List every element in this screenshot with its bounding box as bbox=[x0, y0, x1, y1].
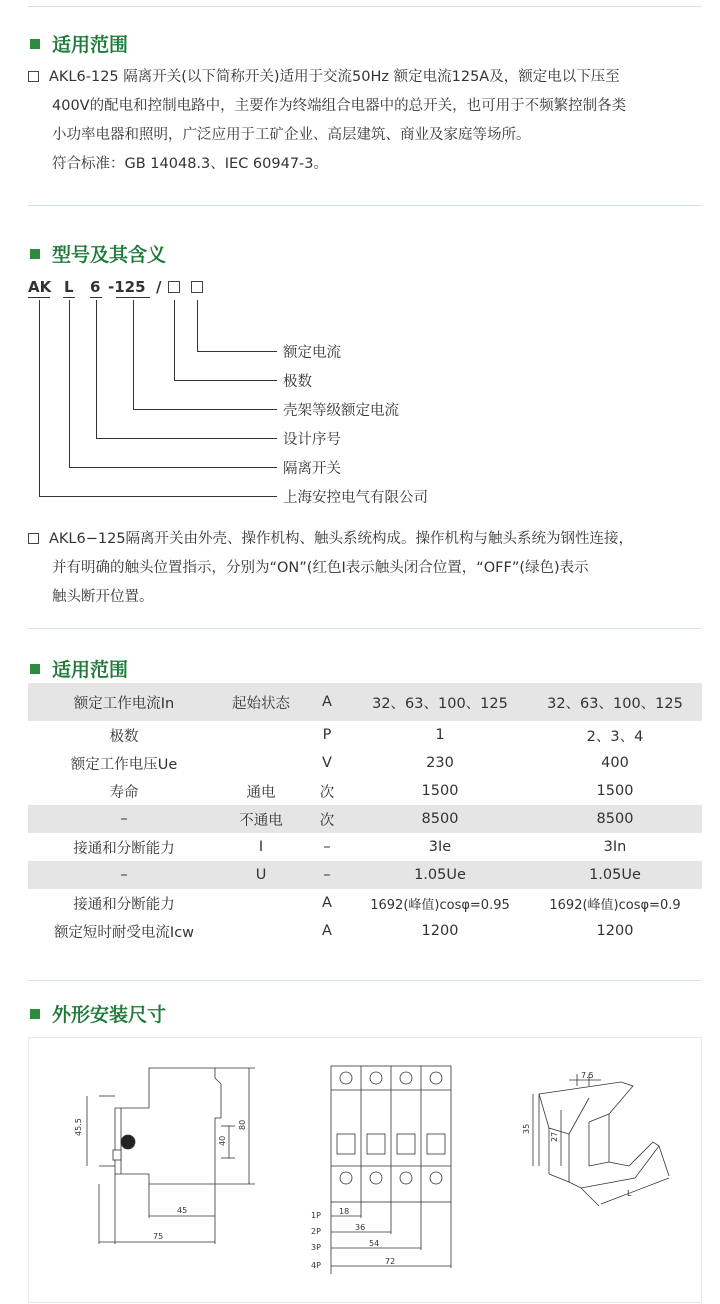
table-cell: 1 bbox=[435, 727, 445, 743]
square-bullet-icon bbox=[30, 39, 40, 49]
spec-table bbox=[28, 683, 702, 945]
side-dim-45: 45 bbox=[177, 1206, 188, 1215]
model-label-rated-current: 额定电流 bbox=[283, 345, 341, 361]
table-cell: – bbox=[28, 805, 220, 833]
table-cell: 次 bbox=[302, 805, 352, 833]
front-width-dim: 18 bbox=[339, 1207, 350, 1216]
dimension-svg bbox=[29, 1038, 701, 1302]
table-cell: P bbox=[322, 727, 332, 743]
front-width-dim: 36 bbox=[355, 1223, 366, 1232]
scope-line: AKL6-125 隔离开关(以下简称开关)适用于交流50Hz 额定电流125A及，额定电以下压至 bbox=[28, 63, 708, 92]
scope-line: 小功率电器和照明，广泛应用于工矿企业、高层建筑、商业及家庭等场所。 bbox=[52, 127, 531, 143]
leader-line bbox=[197, 351, 277, 352]
square-bullet-icon bbox=[30, 1009, 40, 1019]
leader-line bbox=[39, 300, 40, 496]
section-title-spec: 适用范围 bbox=[30, 655, 128, 682]
model-label-frame-current: 壳架等级额定电流 bbox=[283, 403, 399, 419]
side-view-drawing bbox=[87, 1068, 255, 1244]
table-cell: 1500 bbox=[596, 783, 634, 799]
placeholder-box-icon bbox=[191, 281, 203, 293]
model-code-l: L bbox=[64, 278, 74, 296]
side-dim-45-5: 45.5 bbox=[74, 1118, 83, 1136]
table-cell: A bbox=[322, 923, 332, 939]
leader-line bbox=[174, 380, 277, 381]
table-cell: – bbox=[302, 861, 352, 889]
underline bbox=[63, 297, 75, 298]
table-cell: 8500 bbox=[352, 805, 528, 833]
front-width-dim: 72 bbox=[385, 1257, 396, 1266]
table-cell bbox=[220, 749, 302, 777]
model-label-company: 上海安控电气有限公司 bbox=[283, 490, 428, 506]
square-bullet-icon bbox=[30, 249, 40, 259]
underline bbox=[116, 297, 150, 298]
table-cell: 230 bbox=[426, 755, 454, 771]
table-cell: 极数 bbox=[109, 728, 139, 745]
table-cell: 1200 bbox=[421, 923, 459, 939]
structure-line: 并有明确的触头位置指示，分别为“ON”(红色I表示触头闭合位置，“OFF”(绿色)表示 bbox=[52, 560, 589, 576]
table-cell: 额定工作电流In bbox=[28, 683, 220, 721]
table-row bbox=[28, 889, 702, 917]
table-cell: A bbox=[322, 895, 332, 911]
pole-label: 3P bbox=[311, 1243, 321, 1252]
leader-line bbox=[69, 467, 277, 468]
pole-label: 4P bbox=[311, 1261, 321, 1270]
table-cell: 起始状态 bbox=[220, 683, 302, 721]
table-cell: 接通和分断能力 bbox=[73, 896, 175, 913]
leader-line bbox=[197, 300, 198, 351]
table-cell: 1.05Ue bbox=[528, 861, 702, 889]
side-dim-80: 80 bbox=[238, 1119, 247, 1130]
leader-line bbox=[133, 409, 277, 410]
underline bbox=[90, 297, 102, 298]
scope-paragraph bbox=[28, 63, 708, 179]
table-cell bbox=[220, 889, 302, 917]
section-title-scope: 适用范围 bbox=[30, 30, 128, 57]
model-label-isolator: 隔离开关 bbox=[283, 461, 341, 477]
leader-line bbox=[174, 300, 175, 380]
leader-line bbox=[39, 496, 277, 497]
table-cell: 不通电 bbox=[220, 805, 302, 833]
table-row bbox=[28, 917, 702, 945]
structure-paragraph bbox=[28, 525, 708, 612]
square-bullet-icon bbox=[30, 664, 40, 674]
table-cell: 32、63、100、125 bbox=[352, 683, 528, 721]
checkbox-icon bbox=[28, 71, 39, 82]
table-cell: U bbox=[220, 861, 302, 889]
front-width-dim: 54 bbox=[369, 1239, 380, 1248]
table-cell: 8500 bbox=[528, 805, 702, 833]
underline bbox=[28, 297, 50, 298]
table-cell: 1.05Ue bbox=[352, 861, 528, 889]
structure-line: 触头断开位置。 bbox=[52, 589, 154, 605]
table-cell: 3Ie bbox=[428, 839, 452, 855]
leader-line bbox=[133, 300, 134, 409]
leader-line bbox=[69, 300, 70, 467]
section-title-model: 型号及其含义 bbox=[30, 240, 166, 267]
dimension-drawings bbox=[28, 1037, 702, 1303]
model-code-6: 6 bbox=[90, 278, 101, 296]
table-cell: – bbox=[323, 839, 331, 855]
leader-line bbox=[96, 300, 97, 438]
table-cell: 400 bbox=[601, 755, 629, 771]
table-cell: 接通和分断能力 bbox=[73, 840, 175, 857]
table-cell: 额定短时耐受电流Icw bbox=[53, 924, 195, 941]
table-cell: 1692(峰值)cosφ=0.95 bbox=[370, 897, 510, 913]
side-dim-40: 40 bbox=[218, 1135, 227, 1146]
pole-label: 2P bbox=[311, 1227, 321, 1236]
table-cell: 额定工作电压Ue bbox=[70, 756, 178, 773]
pole-label: 1P bbox=[311, 1211, 321, 1220]
side-dim-75: 75 bbox=[153, 1232, 164, 1241]
table-cell: 1692(峰值)cosφ=0.9 bbox=[549, 897, 681, 913]
scope-line: 400V的配电和控制电路中，主要作为终端组合电器中的总开关，也可用于不频繁控制各类 bbox=[52, 98, 627, 114]
table-row bbox=[28, 749, 702, 777]
table-row bbox=[28, 833, 702, 861]
table-row bbox=[28, 777, 702, 805]
table-cell bbox=[220, 917, 302, 945]
table-cell: 1500 bbox=[421, 783, 459, 799]
section-title-dims: 外形安装尺寸 bbox=[30, 1000, 166, 1027]
rail-dim-7-5: 7.5 bbox=[581, 1071, 594, 1080]
model-code-125: -125 bbox=[108, 278, 146, 296]
table-cell: 寿命 bbox=[109, 784, 139, 801]
checkbox-icon bbox=[28, 533, 39, 544]
structure-line: AKL6−125隔离开关由外壳、操作机构、触头系统构成。操作机构与触头系统为钢性连接， bbox=[28, 525, 708, 554]
model-code-ak: AK bbox=[28, 278, 52, 296]
model-code-slash: / bbox=[156, 278, 162, 296]
rail-dim-27: 27 bbox=[550, 1131, 559, 1142]
placeholder-box-icon bbox=[168, 281, 180, 293]
table-cell: 1200 bbox=[596, 923, 634, 939]
table-row bbox=[28, 805, 702, 833]
rail-dim-l: L bbox=[627, 1189, 632, 1198]
table-cell: A bbox=[302, 683, 352, 721]
top-divider bbox=[28, 6, 702, 7]
model-label-design-no: 设计序号 bbox=[283, 432, 341, 448]
table-cell: V bbox=[322, 755, 332, 771]
table-cell: 次 bbox=[319, 784, 335, 801]
table-row bbox=[28, 683, 702, 721]
table-cell: 32、63、100、125 bbox=[528, 683, 702, 721]
divider bbox=[28, 205, 702, 206]
table-cell: I bbox=[258, 839, 264, 855]
divider bbox=[28, 980, 702, 981]
table-cell: 2、3、4 bbox=[586, 728, 644, 745]
table-row bbox=[28, 861, 702, 889]
divider bbox=[28, 628, 702, 629]
table-cell: 3In bbox=[603, 839, 627, 855]
rail-dim-35: 35 bbox=[522, 1123, 531, 1134]
table-cell bbox=[220, 721, 302, 749]
scope-line: 符合标准：GB 14048.3、IEC 60947-3。 bbox=[52, 156, 329, 172]
table-cell: 通电 bbox=[246, 784, 276, 801]
table-row bbox=[28, 721, 702, 749]
front-view-drawing bbox=[331, 1066, 451, 1274]
table-cell: – bbox=[28, 861, 220, 889]
leader-line bbox=[96, 438, 277, 439]
model-label-poles: 极数 bbox=[283, 374, 312, 390]
